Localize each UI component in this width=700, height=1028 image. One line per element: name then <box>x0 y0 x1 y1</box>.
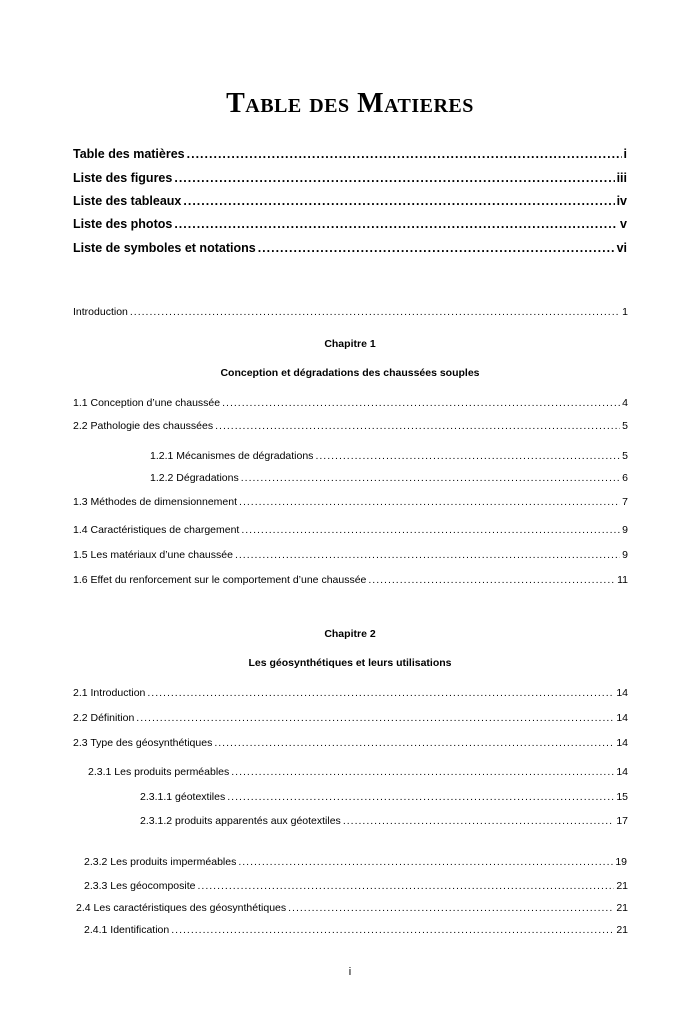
leader-dots <box>368 574 615 586</box>
toc-page: i <box>623 147 627 161</box>
leader-dots <box>238 856 613 868</box>
toc-row[interactable] <box>150 450 628 462</box>
leader-dots <box>343 815 615 827</box>
toc-page: 15 <box>616 791 628 803</box>
toc-page: vi <box>616 241 627 255</box>
toc-page: 4 <box>622 397 628 409</box>
toc-row[interactable] <box>73 496 628 508</box>
toc-row[interactable] <box>76 902 628 914</box>
toc-row[interactable] <box>73 737 628 749</box>
leader-dots <box>214 737 614 749</box>
toc-row[interactable] <box>73 687 628 699</box>
leader-dots <box>315 450 620 462</box>
toc-label: Liste des photos <box>73 217 173 231</box>
toc-row[interactable] <box>84 880 628 892</box>
toc-label: 2.1 Introduction <box>73 687 146 699</box>
toc-label: 2.2 Pathologie des chaussées <box>73 420 214 432</box>
leader-dots <box>235 549 620 561</box>
leader-dots <box>239 496 620 508</box>
toc-row[interactable] <box>88 766 628 778</box>
toc-label: 2.3.1.1 géotextiles <box>140 791 226 803</box>
toc-row[interactable] <box>73 241 627 255</box>
toc-label: 2.3.2 Les produits imperméables <box>84 856 237 868</box>
toc-page: 21 <box>616 924 628 936</box>
toc-label: 2.3 Type des géosynthétiques <box>73 737 213 749</box>
toc-page: iii <box>616 171 627 185</box>
toc-page: 17 <box>616 815 628 827</box>
toc-page: 21 <box>616 880 628 892</box>
toc-label: Liste de symboles et notations <box>73 241 256 255</box>
toc-page: 1 <box>622 306 628 318</box>
toc-row[interactable] <box>73 524 628 536</box>
toc-row[interactable] <box>73 147 627 161</box>
toc-label: Table des matières <box>73 147 185 161</box>
toc-row[interactable] <box>73 574 628 586</box>
toc-label: 2.2 Définition <box>73 712 135 724</box>
toc-page: 11 <box>617 574 628 586</box>
toc-row[interactable] <box>73 306 628 318</box>
toc-label: 1.2.2 Dégradations <box>150 472 239 484</box>
toc-row[interactable] <box>73 420 628 432</box>
toc-label: 1.3 Méthodes de dimensionnement <box>73 496 238 508</box>
toc-page: 6 <box>622 472 628 484</box>
toc-row[interactable] <box>140 791 628 803</box>
toc-label: Introduction <box>73 306 128 318</box>
toc-page: 19 <box>615 856 627 868</box>
toc-label: 1.1 Conception d’une chaussée <box>73 397 221 409</box>
toc-page: 5 <box>622 420 628 432</box>
toc-page: 7 <box>622 496 628 508</box>
leader-dots <box>222 397 620 409</box>
chapter-title: Conception et dégradations des chaussées souples <box>220 367 480 379</box>
toc-page: 14 <box>616 687 628 699</box>
leader-dots <box>227 791 614 803</box>
leader-dots <box>215 420 620 432</box>
toc-row[interactable] <box>84 924 628 936</box>
toc-row[interactable] <box>73 397 628 409</box>
toc-label: 1.4 Caractéristiques de chargement <box>73 524 240 536</box>
chapter-number: Chapitre 2 <box>324 628 376 640</box>
leader-dots <box>241 524 620 536</box>
toc-label: 2.4 Les caractéristiques des géosynthétiques <box>76 902 287 914</box>
leader-dots <box>183 194 614 208</box>
chapter-title: Les géosynthétiques et leurs utilisations <box>248 657 452 669</box>
chapter-number: Chapitre 1 <box>324 338 376 350</box>
page-number: i <box>348 966 352 978</box>
toc-page: 21 <box>616 902 628 914</box>
toc-page: v <box>620 217 627 231</box>
toc-label: 1.5 Les matériaux d’une chaussée <box>73 549 233 561</box>
leader-dots <box>198 880 615 892</box>
toc-row[interactable] <box>84 856 627 868</box>
toc-page: 9 <box>622 549 628 561</box>
leader-dots <box>258 241 615 255</box>
toc-row[interactable] <box>140 815 628 827</box>
toc-page: 14 <box>616 737 628 749</box>
toc-row[interactable] <box>73 194 627 208</box>
toc-label: 2.3.1 Les produits perméables <box>88 766 230 778</box>
leader-dots <box>174 217 618 231</box>
toc-row[interactable] <box>150 472 628 484</box>
toc-label: Liste des figures <box>73 171 173 185</box>
toc-label: 2.3.1.2 produits apparentés aux géotextiles <box>140 815 341 827</box>
leader-dots <box>171 924 614 936</box>
leader-dots <box>147 687 614 699</box>
toc-page: 14 <box>616 766 628 778</box>
leader-dots <box>174 171 614 185</box>
toc-row[interactable] <box>73 171 627 185</box>
leader-dots <box>136 712 614 724</box>
toc-row[interactable] <box>73 217 627 231</box>
leader-dots <box>130 306 620 318</box>
toc-page: 14 <box>616 712 628 724</box>
toc-page: 9 <box>622 524 628 536</box>
toc-row[interactable] <box>73 712 628 724</box>
toc-label: 1.2.1 Mécanismes de dégradations <box>150 450 314 462</box>
toc-row[interactable] <box>73 549 628 561</box>
leader-dots <box>187 147 622 161</box>
toc-page: 5 <box>622 450 628 462</box>
leader-dots <box>288 902 614 914</box>
page-title: Table des Matieres <box>226 88 474 119</box>
toc-page: iv <box>616 194 627 208</box>
toc-label: Liste des tableaux <box>73 194 182 208</box>
toc-label: 2.4.1 Identification <box>84 924 170 936</box>
leader-dots <box>231 766 614 778</box>
toc-label: 2.3.3 Les géocomposite <box>84 880 196 892</box>
toc-label: 1.6 Effet du renforcement sur le comportement d’une chaussée <box>73 574 367 586</box>
leader-dots <box>241 472 620 484</box>
